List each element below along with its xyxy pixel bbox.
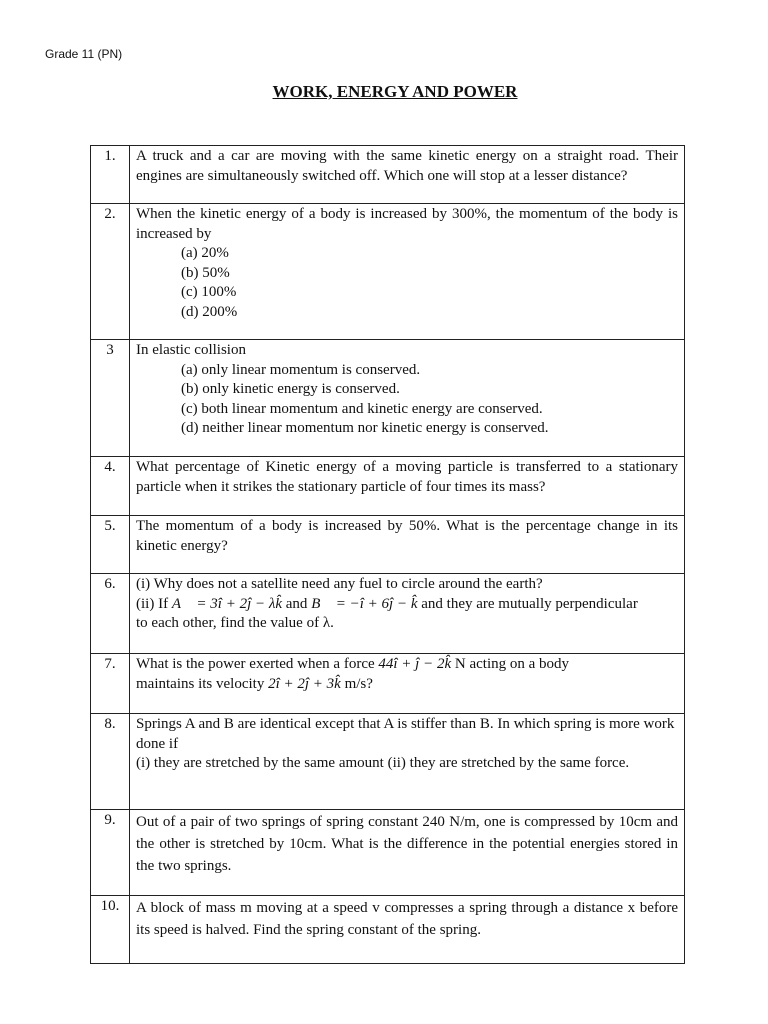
option: (b) 50% bbox=[181, 264, 230, 281]
question-row bbox=[91, 340, 685, 457]
option: (a) 20% bbox=[181, 245, 229, 261]
question-text: In elastic collision bbox=[136, 342, 246, 358]
question-text: Out of a pair of two springs of spring constant 240 N/m, one is compressed by 10cm and the other is stretched by 10cm. What is the difference in the potential energies stored in the two springs. bbox=[130, 810, 685, 896]
question-number: 7. bbox=[91, 654, 130, 714]
question-row bbox=[91, 654, 685, 714]
question-number: 6. bbox=[91, 574, 130, 654]
page-title: WORK, ENERGY AND POWER bbox=[272, 82, 518, 101]
question-text: maintains its velocity 2î + 2ĵ + 3k̂ m/s? bbox=[136, 675, 373, 692]
question-row bbox=[91, 714, 685, 810]
force-vector: 44î + ĵ − 2k̂ bbox=[378, 656, 452, 672]
question-number: 3 bbox=[91, 340, 130, 457]
option: (a) only linear momentum is conserved. bbox=[181, 361, 421, 378]
question-number: 10. bbox=[91, 896, 130, 964]
question-text: A truck and a car are moving with the same kinetic energy on a straight road. Their engines are simultaneously switched off. Which one will stop at a lesser distance? bbox=[130, 146, 685, 204]
question-row bbox=[91, 574, 685, 654]
question-number: 5. bbox=[91, 516, 130, 574]
question-text: Springs A and B are identical except that A is stiffer than B. In which spring is more work done if bbox=[136, 716, 675, 752]
vector-a: A⃗ = 3î + 2ĵ − λk̂ bbox=[171, 595, 283, 612]
option: (d) neither linear momentum nor kinetic energy is conserved. bbox=[181, 420, 549, 436]
option: (b) only kinetic energy is conserved. bbox=[181, 381, 400, 397]
question-row bbox=[91, 204, 685, 340]
question-row bbox=[91, 457, 685, 516]
question-text: The momentum of a body is increased by 50%. What is the percentage change in its kinetic energy? bbox=[130, 516, 685, 574]
question-text: What percentage of Kinetic energy of a moving particle is transferred to a stationary particle when it strikes the stationary particle of four times its mass? bbox=[130, 457, 685, 516]
question-row bbox=[91, 896, 685, 964]
questions-table bbox=[90, 145, 685, 964]
question-number: 8. bbox=[91, 714, 130, 810]
vector-b: B⃗ = −î + 6ĵ − k̂ bbox=[311, 595, 418, 612]
question-text: A block of mass m moving at a speed v compresses a spring through a distance x before its speed is halved. Find the spring constant of the spring. bbox=[130, 896, 685, 964]
question-text: (ii) If A⃗ = 3î + 2ĵ − λk̂ and B⃗ = −î + 6ĵ − k̂ and they are mutually perpendicular bbox=[136, 595, 638, 612]
question-number: 2. bbox=[91, 204, 130, 340]
velocity-vector: 2î + 2ĵ + 3k̂ bbox=[268, 675, 341, 692]
option: (c) 100% bbox=[181, 284, 237, 300]
question-text: (i) Why does not a satellite need any fuel to circle around the earth? bbox=[136, 576, 543, 592]
grade-label: Grade 11 (PN) bbox=[45, 47, 123, 61]
question-number: 1. bbox=[91, 146, 130, 204]
question-row bbox=[91, 146, 685, 204]
question-text: (i) they are stretched by the same amount (ii) they are stretched by the same force. bbox=[136, 755, 630, 771]
question-number: 9. bbox=[91, 810, 130, 896]
question-text: What is the power exerted when a force 44î + ĵ − 2k̂ N acting on a body bbox=[136, 656, 570, 672]
question-text: When the kinetic energy of a body is increased by 300%, the momentum of the body is increased by bbox=[136, 206, 678, 242]
question-row bbox=[91, 516, 685, 574]
question-text: to each other, find the value of λ. bbox=[136, 615, 334, 631]
question-number: 4. bbox=[91, 457, 130, 516]
option: (d) 200% bbox=[181, 303, 238, 320]
option: (c) both linear momentum and kinetic energy are conserved. bbox=[181, 400, 543, 417]
question-row bbox=[91, 810, 685, 896]
